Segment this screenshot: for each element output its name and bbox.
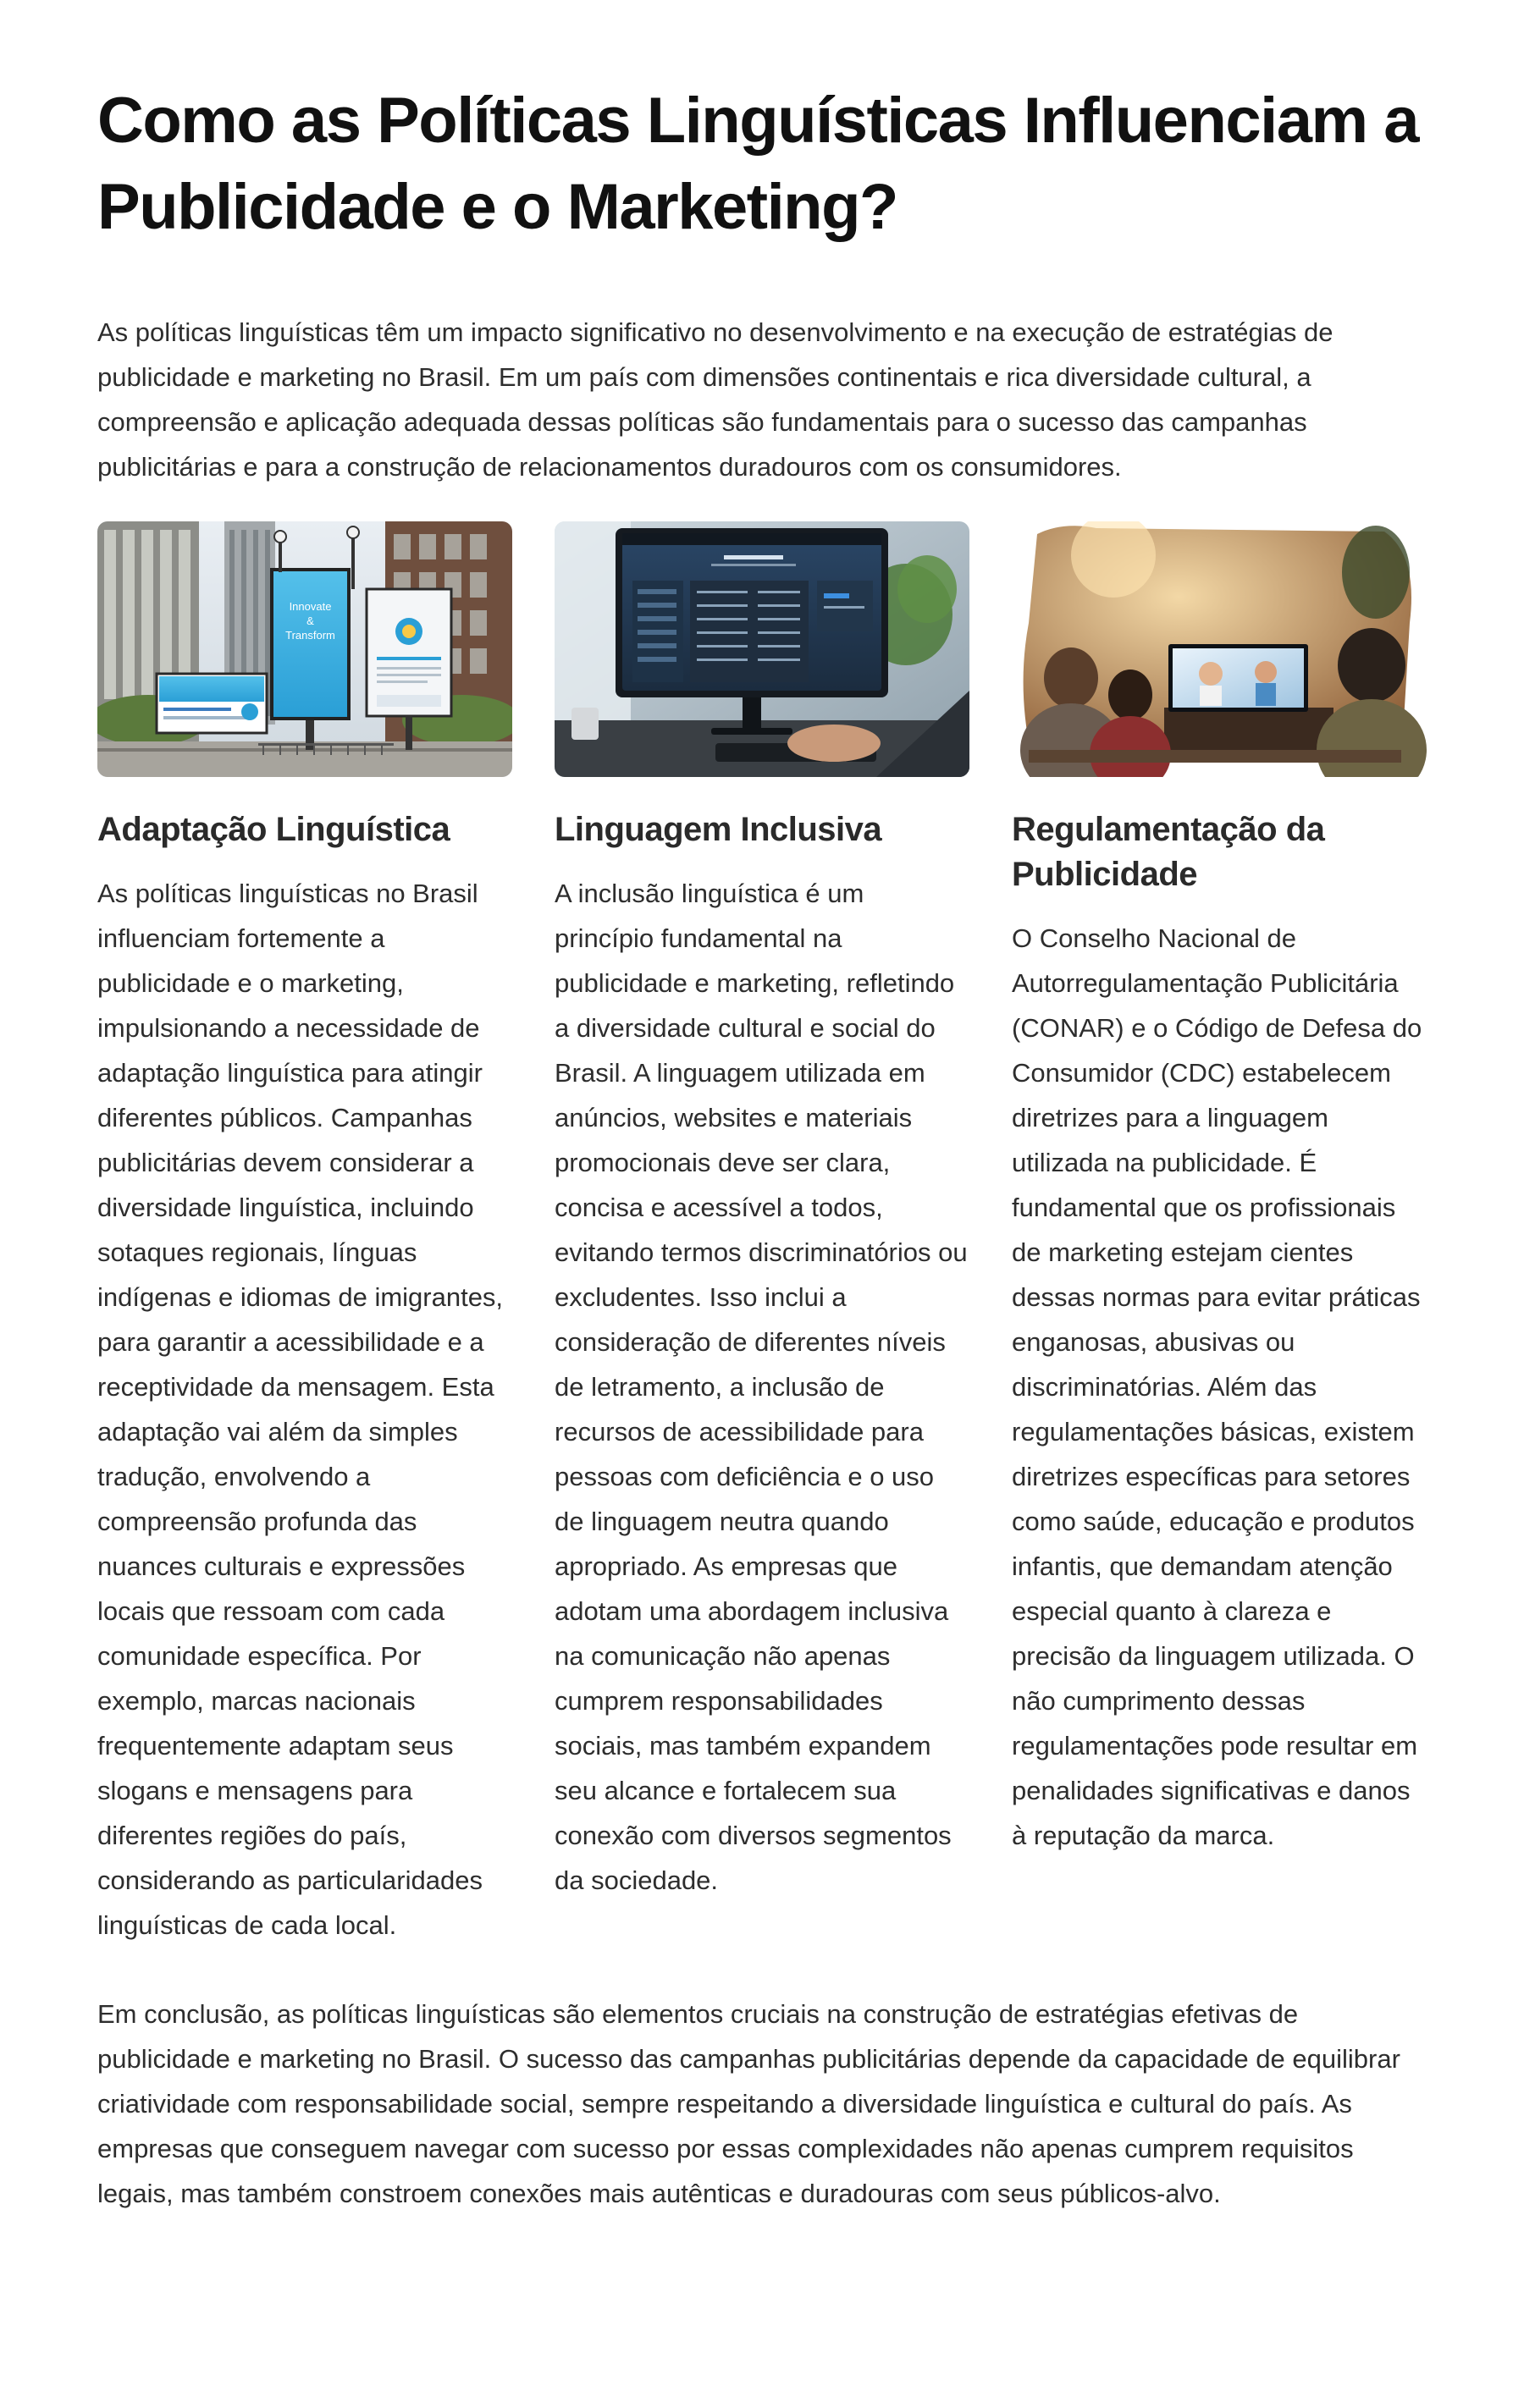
section-body: A inclusão linguística é um princípio fundamental na publicidade e marketing, refletindo a diversidade cultural e social do Brasil. A linguagem utilizada em anúncios, websites e materiais promocionais deve ser clara, concisa e acessível a todos, evitando termos discriminatórios ou excludentes. Isso inclui a consideração de diferentes níveis de letramento, a inclusão de recursos de acessibilidade para pessoas com deficiência e o uso de linguagem neutra quando apropriado. As empresas que adotam uma abordagem inclusiva na comunicação não apenas cumprem responsabilidades sociais, mas também expandem seu alcance e fortalecem sua conexão com diversos segmentos da sociedade. — [555, 879, 968, 1895]
svg-text:Transform: Transform — [285, 629, 335, 642]
monitor-workspace-image — [555, 521, 969, 777]
section-heading: Linguagem Inclusiva — [555, 811, 882, 848]
monitor-workspace-illustration — [555, 521, 969, 777]
article — [97, 78, 1427, 2216]
family-tv-image — [1012, 521, 1427, 777]
billboard-city-image — [97, 521, 512, 777]
billboard-text-line-1: Innovate — [289, 600, 332, 613]
svg-text:&: & — [306, 614, 314, 627]
billboard-city-illustration — [97, 521, 512, 777]
section-heading: Regulamentação da Publicidade — [1012, 811, 1325, 893]
section-columns — [97, 521, 1427, 1948]
section-regulamentacao — [1012, 521, 1427, 1948]
section-inclusiva — [555, 521, 969, 1948]
section-heading: Adaptação Linguística — [97, 811, 450, 848]
conclusion-paragraph: Em conclusão, as políticas linguísticas são elementos cruciais na construção de estratégias efetivas de publicidade e marketing no Brasil. O sucesso das campanhas publicitárias depende da capacidade de equilibrar criatividade com responsabilidade social, sempre respeitando a diversidade linguística e cultural do país. As empresas que conseguem navegar com sucesso por essas complexidades não apenas cumprem requisitos legais, mas também constroem conexões mais autênticas e duradouras com seus públicos-alvo. — [97, 1999, 1400, 2208]
family-tv-illustration — [1012, 521, 1427, 777]
section-adaptacao — [97, 521, 512, 1948]
section-body: O Conselho Nacional de Autorregulamentação Publicitária (CONAR) e o Código de Defesa do Consumidor (CDC) estabelecem diretrizes para a linguagem utilizada na publicidade. É fundamental que os profissionais de marketing estejam cientes dessas normas para evitar práticas enganosas, abusivas ou discriminatórias. Além das regulamentações básicas, existem diretrizes específicas para setores como saúde, educação e produtos infantis, que demandam atenção especial quanto à clareza e precisão da linguagem utilizada. O não cumprimento dessas regulamentações pode resultar em penalidades significativas e danos à reputação da marca. — [1012, 923, 1422, 1850]
intro-paragraph: As políticas linguísticas têm um impacto significativo no desenvolvimento e na execução de estratégias de publicidade e marketing no Brasil. Em um país com dimensões continentais e rica diversidade cultural, a compreensão e aplicação adequada dessas políticas são fundamentais para o sucesso das campanhas publicitárias e para a construção de relacionamentos duradouros com os consumidores. — [97, 317, 1334, 482]
page-title: Como as Políticas Linguísticas Influenciam a Publicidade e o Marketing? — [97, 85, 1418, 243]
section-body: As políticas linguísticas no Brasil influenciam fortemente a publicidade e o marketing, impulsionando a necessidade de adaptação linguística para atingir diferentes públicos. Campanhas publicitárias devem considerar a diversidade linguística, incluindo sotaques regionais, línguas indígenas e idiomas de imigrantes, para garantir a acessibilidade e a receptividade da mensagem. Esta adaptação vai além da simples tradução, envolvendo a compreensão profunda das nuances culturais e expressões locais que ressoam com cada comunidade específica. Por exemplo, marcas nacionais frequentemente adaptam seus slogans e mensagens para diferentes regiões do país, considerando as particularidades linguísticas de cada local. — [97, 879, 504, 1940]
